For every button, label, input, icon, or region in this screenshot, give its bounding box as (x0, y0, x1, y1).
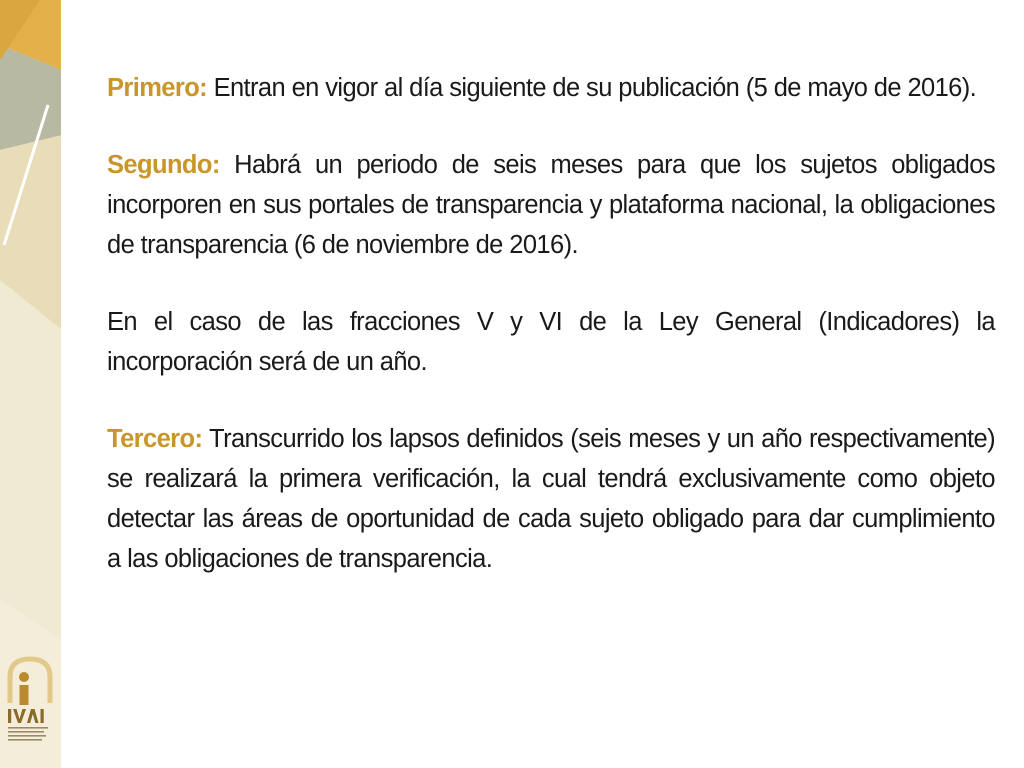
paragraph-lead: Tercero: (107, 425, 203, 453)
ivai-logo (4, 655, 56, 755)
paragraph-lead: Segundo: (107, 151, 220, 179)
side-decoration (0, 0, 70, 768)
paragraph-segundo (107, 145, 995, 265)
paragraph-fracciones (107, 302, 995, 382)
paragraph-tercero (107, 419, 995, 579)
paragraph-lead: Primero: (107, 74, 208, 102)
paragraph-text: Entran en vigor al día siguiente de su publicación (5 de mayo de 2016). (207, 74, 977, 102)
paragraph-text: En el caso de las fracciones V y VI de la Ley General (Indicadores) la incorporación será de un año. (107, 308, 995, 376)
paragraph-text: Transcurrido los lapsos definidos (seis meses y un año respectivamente) se realizará la primera verificación, la cual tendrá exclusivamente como objeto detectar las áreas de oportunidad de cada sujeto obligado para dar cumplimiento a las obligaciones de transparencia. (107, 425, 995, 573)
paragraph-text: Habrá un periodo de seis meses para que los sujetos obligados incorporen en sus portales de transparencia y plataforma nacional, la obligaciones de transparencia (6 de noviembre de 2016). (107, 151, 995, 259)
slide-body (107, 68, 995, 616)
paragraph-primero (107, 68, 995, 108)
